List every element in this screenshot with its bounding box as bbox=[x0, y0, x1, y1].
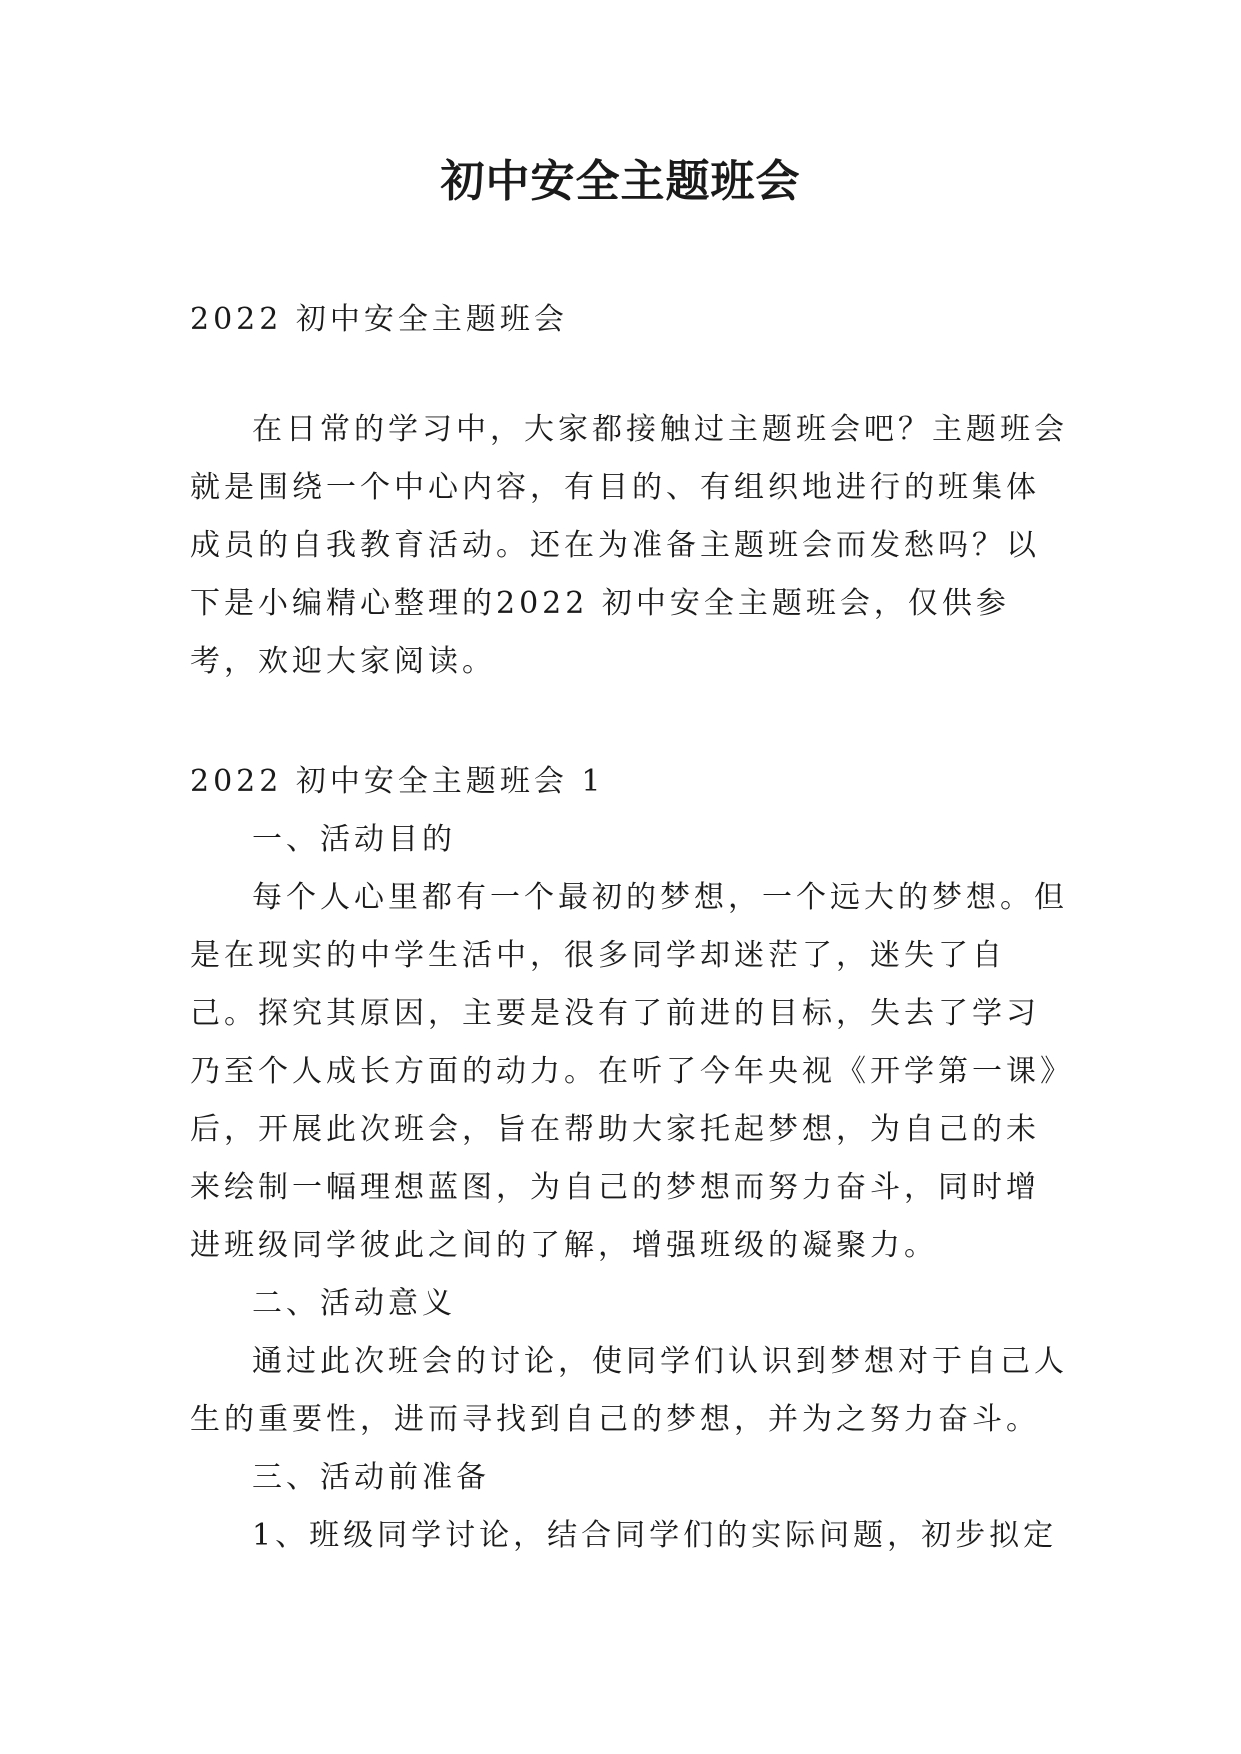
heading-activity-purpose: 一、活动目的 bbox=[252, 822, 456, 857]
intro-paragraph: 在日常的学习中，大家都接触过主题班会吧？主题班会就是围绕一个中心内容，有目的、有组织地进行的班集体成员的自我教育活动。还在为准备主题班会而发愁吗？以下是小编精心整理的2022 初中安全主题班会，仅供参考，欢迎大家阅读。 bbox=[190, 412, 1068, 679]
paragraph-activity-purpose: 每个人心里都有一个最初的梦想，一个远大的梦想。但是在现实的中学生活中，很多同学却迷茫了，迷失了自己。探究其原因，主要是没有了前进的目标，失去了学习乃至个人成长方面的动力。在听了今年央视《开学第一课》后，开展此次班会，旨在帮助大家托起梦想，为自己的未来绘制一幅理想蓝图，为自己的梦想而努力奋斗，同时增进班级同学彼此之间的了解，增强班级的凝聚力。 bbox=[190, 880, 1068, 1263]
paragraph-activity-preparation: 1、班级同学讨论，结合同学们的实际问题，初步拟定 bbox=[252, 1518, 1058, 1553]
paragraph-activity-meaning: 通过此次班会的讨论，使同学们认识到梦想对于自己人生的重要性，进而寻找到自己的梦想，并为之努力奋斗。 bbox=[190, 1344, 1068, 1437]
document-subtitle: 2022 初中安全主题班会 bbox=[190, 302, 568, 337]
heading-activity-meaning: 二、活动意义 bbox=[252, 1286, 456, 1321]
document-title: 初中安全主题班会 bbox=[440, 156, 801, 207]
heading-activity-preparation: 三、活动前准备 bbox=[252, 1460, 490, 1495]
section-title: 2022 初中安全主题班会 1 bbox=[190, 764, 605, 799]
intro-block bbox=[190, 401, 1070, 691]
section-block bbox=[190, 753, 1070, 1565]
